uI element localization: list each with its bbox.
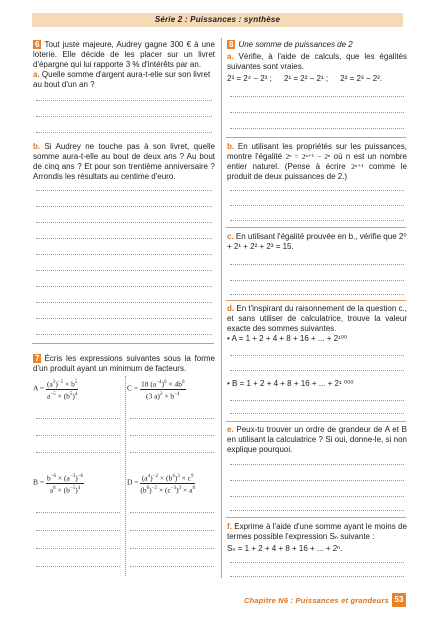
expression-a-label: A = (33, 383, 45, 393)
answer-line[interactable] (36, 334, 212, 335)
answer-line[interactable] (230, 370, 404, 371)
chapter-footer: Chapitre N6 : Puissances et grandeurs (244, 596, 389, 605)
question-a-text: Vérifie, à l'aide de calculs, que les égalités suivantes sont vraies. (227, 52, 407, 71)
answer-line[interactable] (36, 222, 212, 223)
answer-line[interactable] (230, 220, 404, 221)
answer-line[interactable] (36, 318, 212, 319)
question-d-label: d. (227, 304, 235, 313)
answer-line[interactable] (36, 132, 212, 133)
answer-line[interactable] (36, 116, 212, 117)
exercise-8-question-c (227, 232, 407, 252)
expression-d-label: D = (127, 477, 139, 487)
answer-line[interactable] (130, 548, 214, 549)
question-a-text: Quelle somme d'argent aura-t-elle sur son livret au bout d'un an ? (33, 70, 211, 89)
answer-line[interactable] (130, 435, 214, 436)
question-c-label: c. (227, 232, 234, 241)
answer-line[interactable] (36, 100, 212, 101)
column-divider (221, 38, 222, 578)
answer-line[interactable] (36, 302, 212, 303)
expression-a-fraction: $\frac{(a^3)^{-5} \times b^5}{a^{-5} \times (b^5)^4}$ (46, 379, 78, 400)
answer-line[interactable] (36, 452, 120, 453)
question-b-formula-2: 2ⁿ⁺¹ (351, 162, 364, 171)
answer-line[interactable] (36, 435, 120, 436)
answer-line[interactable] (230, 510, 404, 511)
question-e-text: Peux-tu trouver un ordre de grandeur de A et B en utilisant la calculatrice ? Si oui, donne-le, si non explique pourquoi. (227, 425, 407, 454)
answer-line[interactable] (36, 530, 120, 531)
exercise-7-intro (33, 354, 215, 374)
answer-line[interactable] (230, 96, 404, 97)
question-b-text: Si Audrey ne touche pas à son livret, quelle somme aura-t-elle au bout de deux ans ? Au bout de cinq ans ? Et pour son trentième anniversaire ? Arrondis les résultats au centime d'euro. (33, 142, 215, 181)
question-f-formula: Sₙ = 1 + 2 + 4 + 8 + 16 + ... + 2ⁿ. (227, 544, 343, 553)
answer-line[interactable] (230, 355, 404, 356)
answer-line[interactable] (130, 418, 214, 419)
question-b-label: b. (33, 142, 41, 151)
answer-line[interactable] (130, 530, 214, 531)
section-divider-left (32, 343, 214, 344)
question-b-text-1: En utilisant les propriétés sur les puissances, montre l'égalité (227, 142, 407, 161)
answer-line[interactable] (230, 112, 404, 113)
exercise-8-title-text: Une somme de puissances de 2 (238, 40, 353, 49)
question-b-text-2: où n est un nombre entier naturel. (Pense à écrire (227, 152, 407, 171)
answer-line[interactable] (36, 566, 120, 567)
question-f-text: Exprime à l'aide d'une somme ayant le moins de termes possible l'expression Sₙ suivante : (227, 522, 407, 541)
exercise-8-title (227, 40, 407, 50)
answer-line[interactable] (230, 205, 404, 206)
exercise-6-intro-text: Tout juste majeure, Audrey gagne 300 € à une loterie. Elle décide de les placer sur un livret d'épargne qui lui rapporte 3 % d'intérêts par an. (33, 40, 215, 69)
exercise-8-number: 8 (229, 40, 234, 49)
answer-line[interactable] (36, 206, 212, 207)
expression-c (127, 378, 186, 400)
answer-line[interactable] (36, 512, 120, 513)
exercise-8-question-a (227, 52, 407, 72)
expression-c-fraction: $\frac{18 (a^{-4})^6 \times 4b^6}{(3 a)^2 \times b^{-4}}$ (140, 379, 185, 400)
exercise-8-question-b (227, 142, 407, 182)
section-divider-right (226, 227, 406, 228)
answer-line[interactable] (36, 418, 120, 419)
answer-line[interactable] (230, 400, 404, 401)
question-a-label: a. (227, 52, 234, 61)
expression-b-label: B = (33, 477, 45, 487)
exercise-7-number: 7 (35, 354, 40, 363)
answer-line[interactable] (230, 464, 404, 465)
question-c-text: En utilisant l'égalité prouvée en b., vérifie que 2⁰ + 2¹ + 2² + 2³ = 15. (227, 232, 407, 251)
answer-line[interactable] (230, 413, 404, 414)
answer-line[interactable] (230, 294, 404, 295)
exercise-7-intro-text: Écris les expressions suivantes sous la forme d'un produit ayant un minimum de facteurs. (33, 354, 215, 373)
section-divider-right (226, 517, 406, 518)
section-divider-right (226, 300, 406, 301)
equality-3: 2² = 2³ − 2². (340, 74, 383, 83)
sum-a-text: A = 1 + 2 + 4 + 8 + 16 + ... + 2¹⁰⁰ (231, 334, 348, 343)
sum-b-item: • B = 1 + 2 + 4 + 8 + 16 + ... + 2¹ ⁰⁰⁰ (227, 379, 354, 388)
answer-line[interactable] (36, 286, 212, 287)
question-a-label: a. (33, 70, 40, 79)
expression-b (33, 472, 84, 494)
answer-line[interactable] (230, 128, 404, 129)
answer-line[interactable] (36, 238, 212, 239)
sum-a-item: • A = 1 + 2 + 4 + 8 + 16 + ... + 2¹⁰⁰ (227, 334, 348, 343)
answer-line[interactable] (36, 270, 212, 271)
question-b-formula: 2ⁿ = 2ⁿ⁺¹ − 2ⁿ (285, 152, 331, 161)
answer-line[interactable] (36, 548, 120, 549)
question-e-label: e. (227, 425, 234, 434)
exercise-8-question-d (227, 304, 407, 334)
answer-line[interactable] (130, 452, 214, 453)
answer-line[interactable] (130, 566, 214, 567)
expression-b-fraction: $\frac{b^{-6} \times (a^{-3})^{-6}}{a^8 \times (b^{-5})^4}$ (46, 473, 84, 494)
answer-line[interactable] (230, 480, 404, 481)
section-divider-right (226, 421, 406, 422)
exercise-8-question-f (227, 522, 407, 542)
exercise-6-number: 6 (35, 40, 40, 49)
question-d-text: En t'inspirant du raisonnement de la question c., et sans utiliser de calculatrice, trouve la valeur exacte des sommes suivantes. (227, 304, 407, 333)
equality-2: 2¹ = 2² − 2¹ ; (284, 74, 329, 83)
section-divider-right (226, 137, 406, 138)
equality-1: 2³ = 2⁴ − 2³ ; (227, 74, 272, 83)
exercise-8-question-e (227, 425, 407, 455)
exercise-6-question-a (33, 70, 215, 90)
sum-b-text: B = 1 + 2 + 4 + 8 + 16 + ... + 2¹ ⁰⁰⁰ (232, 379, 354, 388)
answer-line[interactable] (230, 190, 404, 191)
question-b-text-3: comme le produit de deux puissances de 2.) (227, 162, 407, 181)
answer-line[interactable] (36, 190, 212, 191)
question-b-label: b. (227, 142, 235, 151)
expression-d-fraction: $\frac{(a^4)^{-2} \times (b^4)^3 \times c^9}{(b^6)^{-2} \times (c^{-3})^3 \times a^8}$ (140, 473, 195, 494)
page-number: 53 (392, 593, 406, 607)
answer-line[interactable] (230, 576, 404, 577)
expression-d (127, 472, 195, 494)
exercise-6-intro (33, 40, 215, 70)
page-header: Série 2 : Puissances : synthèse (32, 13, 403, 27)
answer-line[interactable] (230, 496, 404, 497)
exercise-6-question-b (33, 142, 215, 182)
answer-line[interactable] (36, 254, 212, 255)
expression-c-label: C = (127, 383, 139, 393)
expression-a (33, 378, 78, 400)
answer-line[interactable] (230, 280, 404, 281)
answer-line[interactable] (130, 512, 214, 513)
answer-line[interactable] (230, 264, 404, 265)
question-f-label: f. (227, 522, 232, 531)
answer-line[interactable] (230, 562, 404, 563)
equalities-row (227, 74, 407, 84)
